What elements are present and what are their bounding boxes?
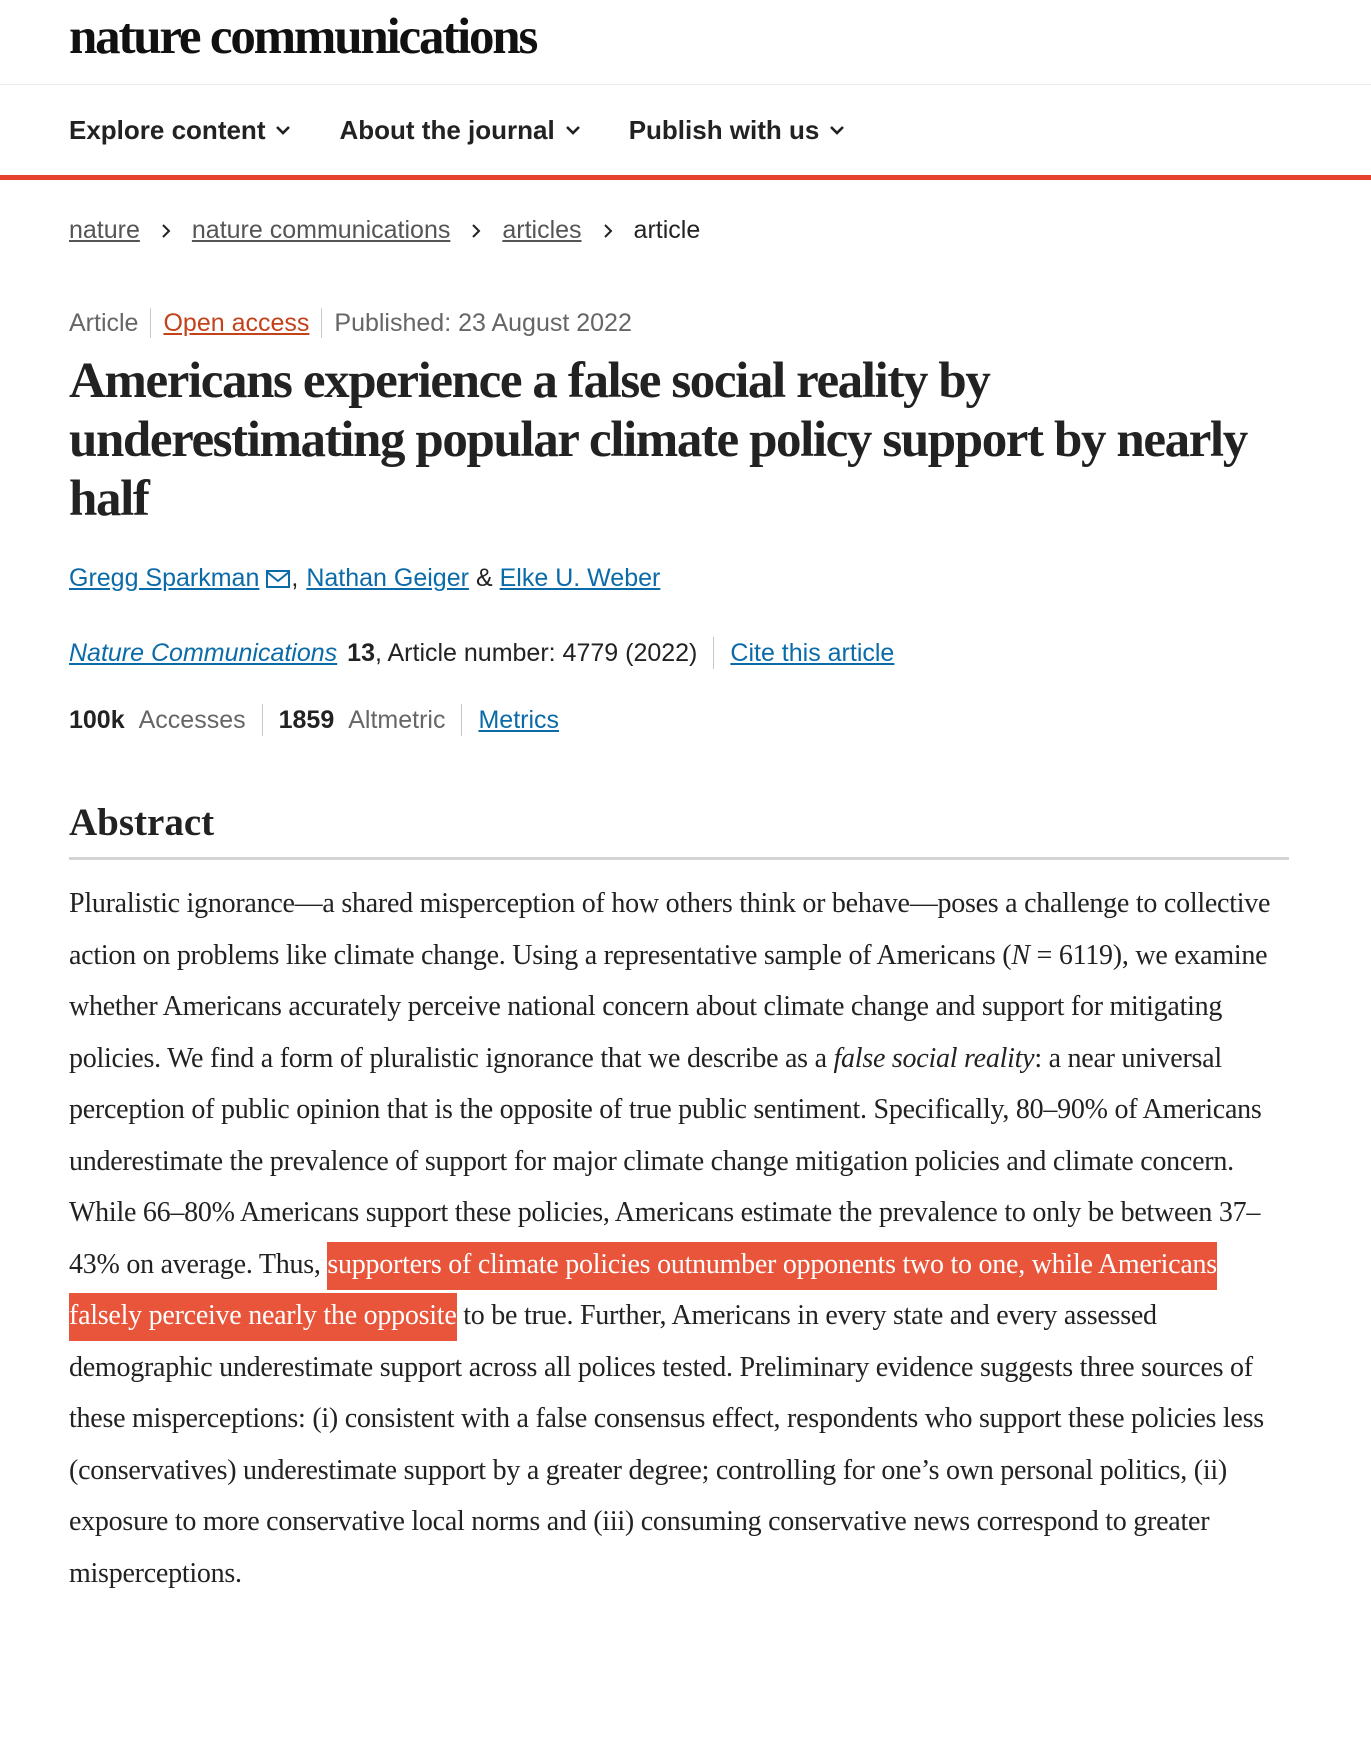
author-nathan-geiger[interactable]: Nathan Geiger xyxy=(306,564,469,592)
site-header xyxy=(0,0,1371,85)
nav-item-label: Explore content xyxy=(69,114,266,145)
article-meta xyxy=(69,308,632,338)
chevron-down-icon xyxy=(563,120,583,140)
sample-size-symbol: N xyxy=(1011,939,1030,971)
divider xyxy=(713,637,714,669)
accesses-value: 100k xyxy=(69,705,125,734)
main-nav xyxy=(0,85,1371,180)
breadcrumb-nature-communications[interactable]: nature communications xyxy=(191,216,451,244)
author-elke-u-weber[interactable]: Elke U. Weber xyxy=(499,564,661,592)
nav-about-the-journal[interactable] xyxy=(339,115,582,146)
article-number: , Article number: 4779 (2022) xyxy=(374,638,698,667)
author-list xyxy=(69,564,660,593)
cite-this-article-link[interactable]: Cite this article xyxy=(730,638,895,667)
article-metrics xyxy=(69,704,559,736)
journal-logo[interactable]: nature communications xyxy=(69,9,537,65)
chevron-right-icon xyxy=(468,223,484,239)
metrics-link[interactable]: Metrics xyxy=(478,705,560,734)
divider xyxy=(262,704,263,736)
nav-item-label: Publish with us xyxy=(628,114,820,145)
abstract-text xyxy=(69,878,1294,1599)
divider xyxy=(461,704,462,736)
chevron-right-icon xyxy=(158,223,174,239)
citation-line xyxy=(69,637,894,669)
altmetric-label: Altmetric xyxy=(348,705,446,734)
abstract-part: to be true. Further, Americans in every state and every assessed demographic underestimate support across all polices tested. Preliminary evidence suggests three sources of these misperceptions: (i) consistent with a false consensus effect, respondents who support these policies less (conservatives) underestimate support by a greater degree; controlling for one’s own personal politics, (ii) exposure to more conservative local norms and (iii) consuming conservative news correspond to greater misperceptions. xyxy=(69,1300,1264,1589)
chevron-right-icon xyxy=(600,223,616,239)
divider xyxy=(150,308,151,338)
article-type: Article xyxy=(69,308,139,337)
author-separator: , xyxy=(291,564,299,592)
article-title: Americans experience a false social reality by underestimating popular climate policy support by nearly half xyxy=(69,353,1247,527)
author-separator: & xyxy=(475,564,493,592)
chevron-down-icon xyxy=(273,120,293,140)
accesses-label: Accesses xyxy=(138,705,246,734)
breadcrumb-nature[interactable]: nature xyxy=(69,216,140,244)
nav-explore-content[interactable] xyxy=(69,115,293,146)
divider xyxy=(321,308,322,338)
abstract-part: Pluralistic ignorance—a shared misperception of how others think or behave—poses a challenge to collective action on problems like climate change. Using a representative sample of Americans ( xyxy=(69,888,1271,971)
published-date: Published: 23 August 2022 xyxy=(334,308,632,337)
breadcrumb-current: article xyxy=(633,216,701,244)
abstract-heading: Abstract xyxy=(69,800,1289,860)
altmetric-value: 1859 xyxy=(278,705,335,734)
breadcrumb-articles[interactable]: articles xyxy=(502,216,582,244)
abstract-part: : a near universal perception of public opinion that is the opposite of true public sentiment. Specifically, 80–90% of Americans underestimate the prevalence of support for major climate change mitigation policies and climate concern. While 66–80% Americans support these policies, Americans estimate the prevalence to only be between 37–43% on average. Thus, xyxy=(69,1042,1262,1280)
volume: 13 xyxy=(347,638,375,667)
nav-publish-with-us[interactable] xyxy=(629,115,848,146)
abstract-emphasis: false social reality xyxy=(833,1042,1035,1074)
author-gregg-sparkman[interactable]: Gregg Sparkman xyxy=(69,564,260,592)
breadcrumb xyxy=(69,216,700,245)
text-selection-highlight[interactable]: supporters of climate policies outnumber opponents two to one, while Americans falsely perceive nearly the opposite xyxy=(69,1242,1217,1342)
open-access-link[interactable]: Open access xyxy=(163,308,310,337)
mail-icon[interactable] xyxy=(265,569,291,589)
chevron-down-icon xyxy=(827,120,847,140)
journal-link[interactable]: Nature Communications xyxy=(69,638,338,667)
abstract-part: = 6119), we examine whether Americans accurately perceive national concern about climate change and support for mitigating policies. We find a form of pluralistic ignorance that we describe as a xyxy=(69,939,1268,1074)
nav-item-label: About the journal xyxy=(339,114,555,145)
